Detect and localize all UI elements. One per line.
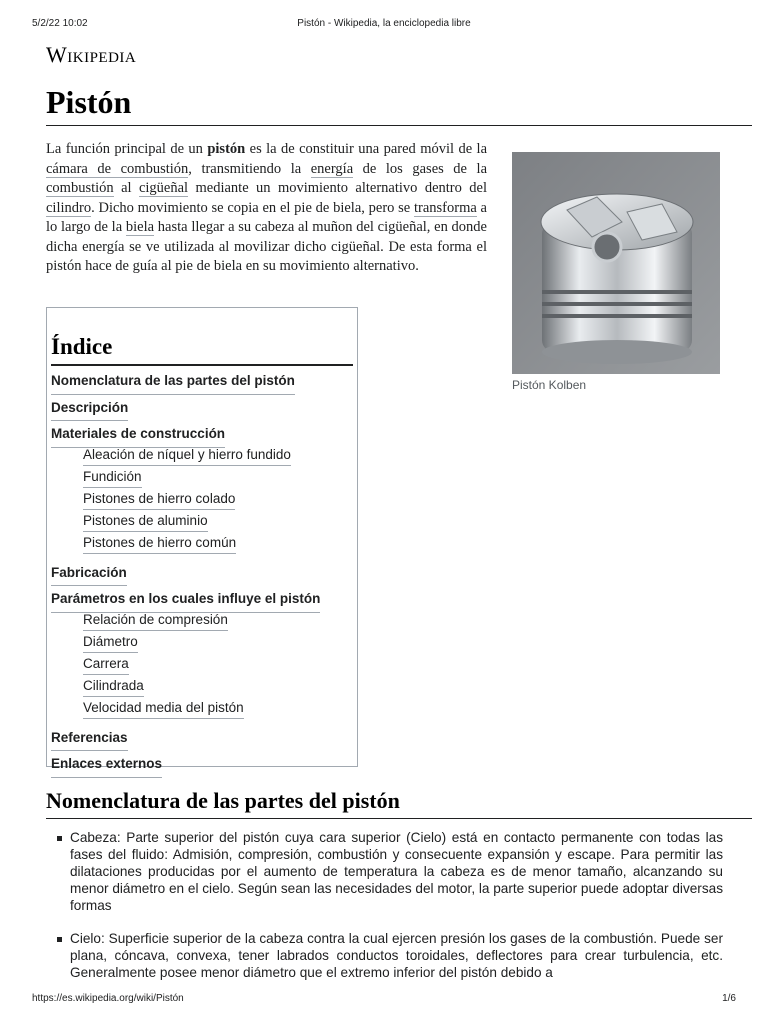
toc-subitem [51, 510, 357, 532]
toc-item [47, 751, 357, 778]
section-heading-nomenclatura: Nomenclatura de las partes del pistón [46, 786, 752, 819]
toc-link-materiales[interactable]: Materiales de construcción [51, 421, 225, 448]
link-energia[interactable]: energía [310, 160, 354, 177]
intro-bold-term: pistón [207, 141, 246, 157]
toc-subitem [51, 653, 357, 675]
print-datetime: 5/2/22 10:02 [32, 18, 88, 29]
toc-link-relacion-compresion[interactable]: Relación de compresión [83, 609, 228, 631]
toc-sublist [51, 444, 357, 554]
toc-item [47, 368, 357, 395]
toc-link-aleacion[interactable]: Aleación de níquel y hierro fundido [83, 444, 291, 466]
link-biela[interactable]: biela [125, 219, 155, 235]
toc-link-diametro[interactable]: Diámetro [83, 631, 138, 653]
toc-link-enlaces-externos[interactable]: Enlaces externos [51, 751, 162, 778]
intro-text: La función principal de un [46, 141, 208, 157]
toc-link-nomenclatura[interactable]: Nomenclatura de las partes del pistón [51, 368, 295, 395]
print-footer [32, 993, 736, 1007]
intro-paragraph [46, 140, 487, 277]
intro-text: a lo largo de la [46, 199, 487, 235]
print-header [32, 18, 736, 32]
toc-sublist [51, 609, 357, 719]
intro-text: al [113, 180, 139, 196]
table-of-contents [46, 307, 358, 771]
piston-image[interactable] [512, 152, 720, 374]
intro-text: . Dicho movimiento se copia en el pie de biela, pero se [91, 199, 414, 216]
toc-subitem [51, 675, 357, 697]
nomenclatura-list [56, 829, 723, 981]
infobox [512, 152, 720, 392]
toc-link-descripcion[interactable]: Descripción [51, 395, 128, 422]
toc-subitem [51, 488, 357, 510]
toc-link-carrera[interactable]: Carrera [83, 653, 129, 675]
toc-link-cilindrada[interactable]: Cilindrada [83, 675, 144, 697]
toc-subitem [51, 697, 357, 719]
toc-link-aluminio[interactable]: Pistones de aluminio [83, 510, 208, 532]
print-url: https://es.wikipedia.org/wiki/Pistón [32, 993, 184, 1004]
toc-item [47, 586, 357, 719]
wikipedia-logo[interactable]: Wikipedia [46, 42, 137, 67]
link-combustion[interactable]: combustión [46, 180, 114, 196]
toc-item [47, 421, 357, 554]
intro-text: de los gases de la [353, 160, 488, 177]
toc-list [47, 368, 357, 778]
toc-link-hierro-colado[interactable]: Pistones de hierro colado [83, 488, 235, 510]
toc-link-referencias[interactable]: Referencias [51, 725, 128, 752]
toc-subitem [51, 609, 357, 631]
intro-text: , transmitiendo la [188, 160, 311, 177]
toc-link-fabricacion[interactable]: Fabricación [51, 560, 127, 587]
link-transforma[interactable]: transforma [413, 199, 477, 216]
intro-text: es la de constituir una pared móvil de la [245, 141, 488, 157]
toc-subitem [51, 466, 357, 488]
image-caption: Pistón Kolben [512, 378, 587, 392]
print-page-number: 1/6 [722, 993, 736, 1004]
print-page-title: Pistón - Wikipedia, la enciclopedia libre [297, 18, 471, 29]
toc-subitem [51, 444, 357, 466]
toc-link-parametros[interactable]: Parámetros en los cuales influye el pistón [51, 586, 320, 613]
toc-item [47, 725, 357, 752]
link-cilindro[interactable]: cilindro [46, 199, 92, 216]
intro-text: hasta llegar a su cabeza al muñon del cigüeñal, en donde dicha energía se ve utilizada al movilizar dicho cigüeñal. De esta forma el pistón hace de guía al pie de biela en su movimiento alternativo. [46, 219, 487, 274]
toc-title: Índice [51, 332, 353, 366]
toc-subitem [51, 532, 357, 554]
link-camara-de-combustion[interactable]: cámara de combustión [46, 160, 189, 177]
toc-item [47, 395, 357, 422]
toc-link-hierro-comun[interactable]: Pistones de hierro común [83, 532, 236, 554]
list-item: Cielo: Superficie superior de la cabeza contra la cual ejercen presión los gases de la combustión. Puede ser plana, cóncava, convexa, tener labrados conductos toroidales, deflectores para crear turbulencia, etc. Generalmente posee menor diámetro que el extremo inferior del pistón debido a [56, 930, 723, 981]
toc-link-velocidad-media[interactable]: Velocidad media del pistón [83, 697, 244, 719]
toc-link-fundicion[interactable]: Fundición [83, 466, 142, 488]
toc-subitem [51, 631, 357, 653]
link-ciguenal[interactable]: cigüeñal [138, 180, 189, 196]
page-title: Pistón [46, 80, 752, 126]
toc-item [47, 560, 357, 587]
list-item: Cabeza: Parte superior del pistón cuya cara superior (Cielo) está en contacto permanente con todas las fases del fluido: Admisión, compresión, combustión y consecuente expansión y escape. Para permitir las dilataciones producidas por el aumento de temperatura la cabeza es de menor tamaño, alcanzando su menor diámetro en el cielo. Según sean las necesidades del motor, la parte superior puede adoptar diversas formas [56, 829, 723, 914]
intro-text: mediante un movimiento alternativo dentro del [188, 180, 487, 196]
